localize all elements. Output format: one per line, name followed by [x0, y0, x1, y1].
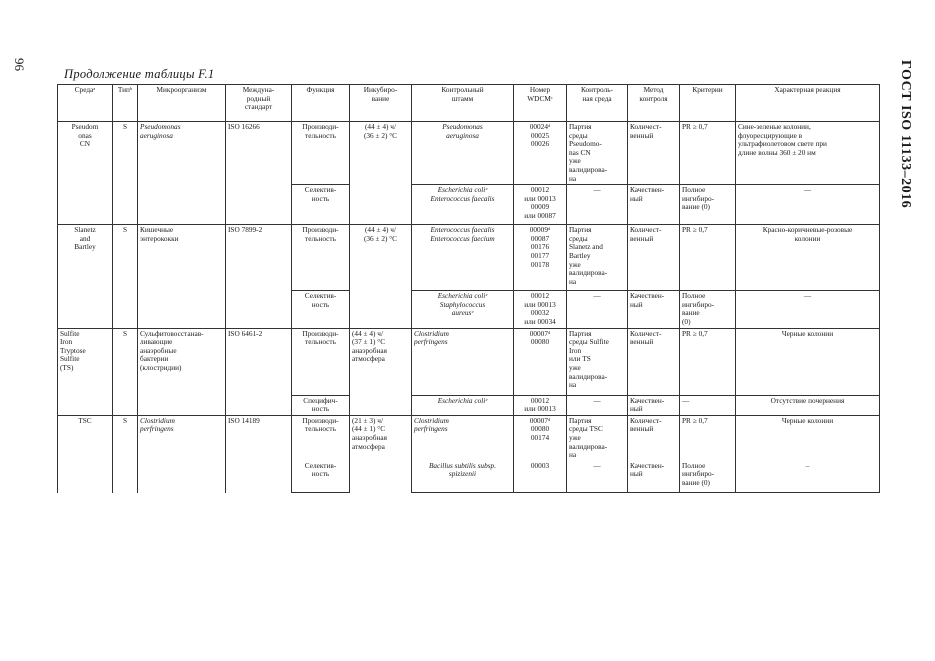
cell-standard: ISO 16266 [226, 122, 292, 225]
cell-wdcm: 00003 [514, 461, 567, 493]
cell-strain: Escherichia coliᵉ Enterococcus faecalis [412, 185, 514, 225]
cell-function: Селектив- ность [292, 461, 350, 493]
cell-media: Pseudom onas CN [58, 122, 113, 225]
cell-organism: Сульфитовосстанав- ливающие анаэробные бактерии (клостридии) [138, 328, 226, 415]
cell-function: Селектив- ность [292, 185, 350, 225]
cell-criteria: PR ≥ 0,7 [680, 415, 736, 460]
cell-incubation: (21 ± 3) ч/ (44 ± 1) °C анаэробная атмосфера [350, 415, 412, 492]
cell-strain: Bacillus subtilis subsp. spizizenii [412, 461, 514, 493]
cell-strain: Clostridium perfringens [412, 328, 514, 395]
header-reaction: Характерная реакция [736, 85, 880, 122]
cell-strain: Escherichia coliᵉ [412, 395, 514, 415]
cell-method: Качествен- ный [628, 461, 680, 493]
header-incubation: Инкубиро- вание [350, 85, 412, 122]
header-standard: Междуна- родный стандарт [226, 85, 292, 122]
table-row [58, 328, 880, 395]
cell-reaction: — [736, 291, 880, 328]
header-control-medium: Контроль- ная среда [567, 85, 628, 122]
header-function: Функция [292, 85, 350, 122]
cell-control-medium: Партия среды Slanetz and Bartley уже валидирова- на [567, 225, 628, 291]
cell-control-medium: — [567, 395, 628, 415]
cell-method: Количест- венный [628, 415, 680, 460]
cell-criteria: Полное ингибиро- вание (0) [680, 461, 736, 493]
cell-control-medium: — [567, 461, 628, 493]
table-caption: Продолжение таблицы F.1 [64, 67, 215, 81]
cell-function: Производи- тельность [292, 415, 350, 460]
cell-incubation: (44 ± 4) ч/ (37 ± 1) °C анаэробная атмосфера [350, 328, 412, 415]
document-title: ГОСТ ISO 11133–2016 [898, 60, 913, 209]
table-row [58, 122, 880, 185]
cell-criteria: PR ≥ 0,7 [680, 328, 736, 395]
cell-wdcm: 00024ᵈ 00025 00026 [514, 122, 567, 185]
cell-control-medium: Партия среды Pseudomo- nas CN уже валидирова- на [567, 122, 628, 185]
cell-type: S [113, 415, 138, 492]
cell-organism: Pseudomonas aeruginosa [138, 122, 226, 225]
cell-reaction: Красно-коричневые-розовые колонии [736, 225, 880, 291]
header-method: Метод контроля [628, 85, 680, 122]
cell-strain: Enterococcus faecalis Enterococcus faecium [412, 225, 514, 291]
cell-reaction: – [736, 461, 880, 493]
cell-reaction: Черные колонии [736, 415, 880, 460]
cell-function: Специфич- ность [292, 395, 350, 415]
cell-wdcm: 00012 или 00013 00009 или 00087 [514, 185, 567, 225]
table-row [58, 415, 880, 460]
cell-control-medium: Партия среды TSC уже валидирова- на [567, 415, 628, 460]
header-type: Типᵇ [113, 85, 138, 122]
cell-criteria: PR ≥ 0,7 [680, 225, 736, 291]
header-organism: Микроорганизм [138, 85, 226, 122]
cell-criteria: — [680, 395, 736, 415]
cell-method: Качествен- ный [628, 395, 680, 415]
cell-standard: ISO 7899-2 [226, 225, 292, 328]
cell-wdcm: 00009ᵈ 00087 00176 00177 00178 [514, 225, 567, 291]
page-number: 96 [12, 58, 27, 71]
table-row [58, 225, 880, 291]
header-wdcm: Номер WDCMᶜ [514, 85, 567, 122]
cell-control-medium: — [567, 291, 628, 328]
cell-reaction: Сине-зеленые колонии, флуоресцирующие в ультрафиолетовом свете при длине волны 360 ± 20 нм [736, 122, 880, 185]
cell-method: Количест- венный [628, 328, 680, 395]
cell-organism: Clostridium perfringens [138, 415, 226, 492]
cell-function: Селектив- ность [292, 291, 350, 328]
header-media: Средаᵃ [58, 85, 113, 122]
cell-standard: ISO 14189 [226, 415, 292, 492]
cell-criteria: PR ≥ 0,7 [680, 122, 736, 185]
media-table [57, 84, 880, 493]
cell-media: TSC [58, 415, 113, 492]
cell-type: S [113, 122, 138, 225]
cell-incubation: (44 ± 4) ч/ (36 ± 2) °C [350, 225, 412, 328]
cell-wdcm: 00007ᵈ 00080 00174 [514, 415, 567, 460]
cell-reaction: Черные колонии [736, 328, 880, 395]
header-criteria: Критерии [680, 85, 736, 122]
cell-media: Sulfite Iron Tryptose Sulfite (TS) [58, 328, 113, 415]
cell-strain: Clostridium perfringens [412, 415, 514, 460]
cell-wdcm: 00007ᵈ 00080 [514, 328, 567, 395]
cell-method: Качествен- ный [628, 291, 680, 328]
cell-reaction: Отсутствие почернения [736, 395, 880, 415]
cell-organism: Кишечные энтерококки [138, 225, 226, 328]
cell-wdcm: 00012 или 00013 00032 или 00034 [514, 291, 567, 328]
cell-criteria: Полное ингибиро- вание (0) [680, 291, 736, 328]
cell-method: Качествен- ный [628, 185, 680, 225]
cell-method: Количест- венный [628, 225, 680, 291]
cell-method: Количест- венный [628, 122, 680, 185]
cell-strain: Escherichia coliᵉ Staphylococcus aureusᵉ [412, 291, 514, 328]
table-header-row [58, 85, 880, 122]
cell-control-medium: — [567, 185, 628, 225]
cell-control-medium: Партия среды Sulfite Iron или TS уже валидирова- на [567, 328, 628, 395]
cell-criteria: Полное ингибиро- вание (0) [680, 185, 736, 225]
cell-type: S [113, 225, 138, 328]
cell-function: Производи- тельность [292, 328, 350, 395]
header-strain: Контрольный штамм [412, 85, 514, 122]
cell-standard: ISO 6461-2 [226, 328, 292, 415]
cell-media: Slanetz and Bartley [58, 225, 113, 328]
cell-type: S [113, 328, 138, 415]
cell-reaction: — [736, 185, 880, 225]
cell-strain: Pseudomonas aeruginosa [412, 122, 514, 185]
cell-incubation: (44 ± 4) ч/ (36 ± 2) °C [350, 122, 412, 225]
cell-function: Производи- тельность [292, 122, 350, 185]
cell-function: Производи- тельность [292, 225, 350, 291]
cell-wdcm: 00012 или 00013 [514, 395, 567, 415]
